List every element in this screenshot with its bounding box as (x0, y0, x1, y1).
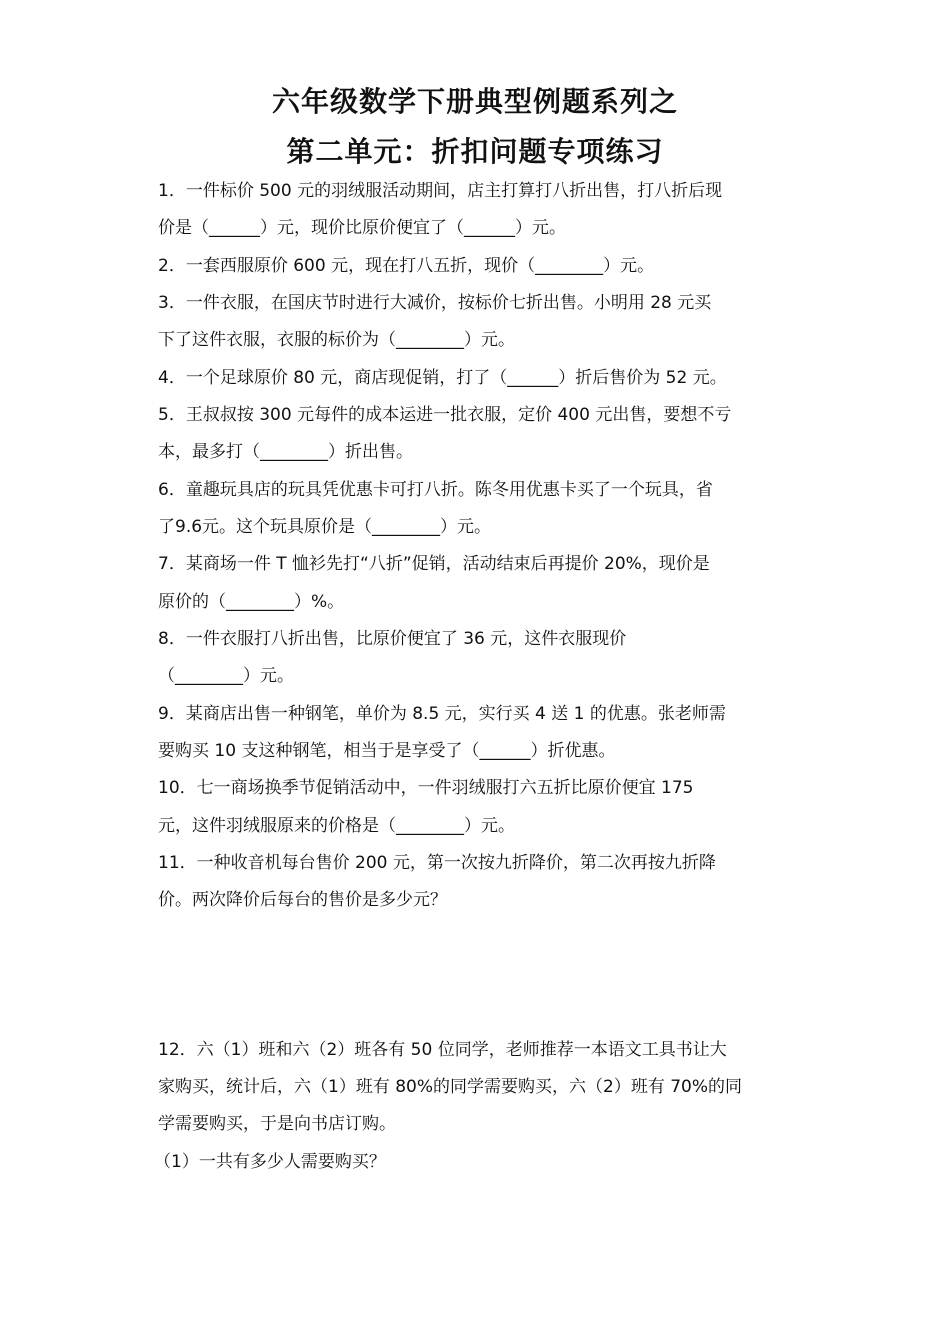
question-5-line-1: 5．王叔叔按 300 元每件的成本运进一批衣服，定价 400 元出售，要想不亏 (158, 405, 732, 425)
question-12-line-2: 家购买，统计后，六（1）班有 80%的同学需要购买，六（2）班有 70%的同 (158, 1077, 743, 1097)
question-11-line-1: 11．一种收音机每台售价 200 元，第一次按九折降价，第二次再按九折降 (158, 853, 716, 873)
question-5-line-2: 本，最多打（________）折出售。 (158, 442, 413, 462)
question-1-line-1: 1．一件标价 500 元的羽绒服活动期间，店主打算打八折出售，打八折后现 (158, 181, 723, 201)
question-10-line-1: 10．七一商场换季节促销活动中，一件羽绒服打六五折比原价便宜 175 (158, 778, 694, 798)
sub-question-1: （1）一共有多少人需要购买？ (154, 1152, 386, 1172)
question-6-line-1: 6．童趣玩具店的玩具凭优惠卡可打八折。陈冬用优惠卡买了一个玩具，省 (158, 480, 713, 500)
question-10-line-2: 元，这件羽绒服原来的价格是（________）元。 (158, 816, 515, 836)
question-11-line-2: 价。两次降价后每台的售价是多少元？ (158, 890, 447, 910)
page-title-unit: 第二单元：折扣问题专项练习 (286, 135, 664, 168)
question-7-line-2: 原价的（________）%。 (158, 592, 345, 612)
question-3-line-2: 下了这件衣服，衣服的标价为（________）元。 (158, 330, 515, 350)
question-1-line-2: 价是（______）元，现价比原价便宜了（______）元。 (158, 218, 566, 238)
question-9-line-2: 要购买 10 支这种钢笔，相当于是享受了（______）折优惠。 (158, 741, 616, 761)
question-7-line-1: 7．某商场一件 T 恤衫先打“八折”促销，活动结束后再提价 20%，现价是 (158, 554, 710, 574)
page-title-series: 六年级数学下册典型例题系列之 (271, 85, 678, 118)
question-9-line-1: 9．某商店出售一种钢笔，单价为 8.5 元，实行买 4 送 1 的优惠。张老师需 (158, 704, 726, 724)
question-2-line-1: 2．一套西服原价 600 元，现在打八五折，现价（________）元。 (158, 256, 655, 276)
question-3-line-1: 3．一件衣服，在国庆节时进行大减价，按标价七折出售。小明用 28 元买 (158, 293, 712, 313)
question-6-line-2: 了9.6元。这个玩具原价是（________）元。 (158, 517, 492, 537)
question-12-line-3: 学需要购买，于是向书店订购。 (158, 1114, 396, 1134)
question-12-line-1: 12．六（1）班和六（2）班各有 50 位同学，老师推荐一本语文工具书让大 (158, 1040, 727, 1060)
question-8-line-1: 8．一件衣服打八折出售，比原价便宜了 36 元，这件衣服现价 (158, 629, 627, 649)
question-4-line-1: 4．一个足球原价 80 元，商店现促销，打了（______）折后售价为 52 元。 (158, 368, 727, 388)
question-8-line-2: （________）元。 (158, 666, 294, 686)
